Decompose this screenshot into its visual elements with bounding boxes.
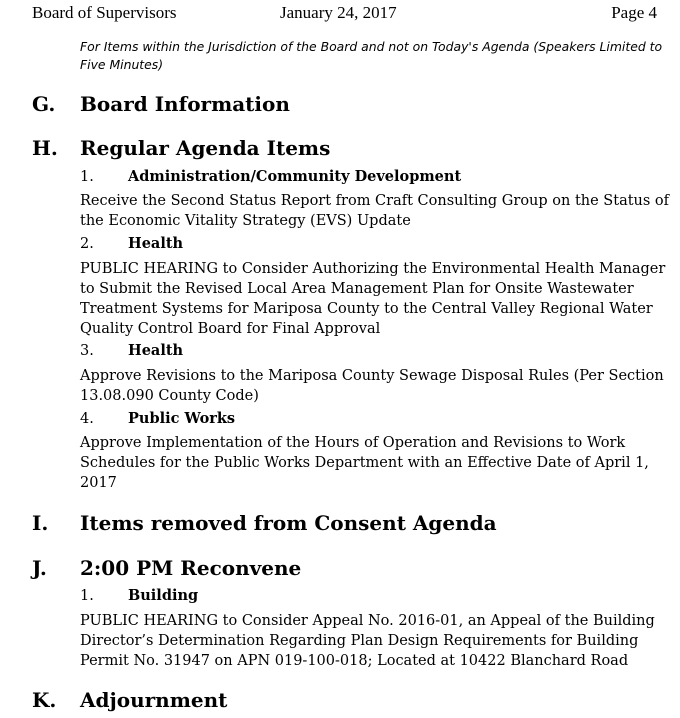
agenda-item-description: Approve Revisions to the Mariposa County Sewage Disposal Rules (Per Section 13.08.090 County Code) (80, 368, 664, 404)
agenda-item-description: PUBLIC HEARING to Consider Appeal No. 2016-01, an Appeal of the Building Director’s Determination Regarding Plan Design Requirements for Building Permit No. 31947 on APN 019-100-018; Located at 10422 Blanchard Road (80, 613, 655, 669)
section-j-letter: J. (32, 556, 47, 580)
agenda-item-description: Approve Implementation of the Hours of Operation and Revisions to Work Schedules for the Public Works Department with an Effective Date of April 1, 2017 (80, 435, 649, 491)
section-h-title: Regular Agenda Items (80, 136, 331, 160)
section-i-title: Items removed from Consent Agenda (80, 511, 497, 535)
agenda-item-number: 1. (80, 588, 94, 604)
section-g-letter: G. (32, 92, 56, 116)
agenda-item-description: Receive the Second Status Report from Craft Consulting Group on the Status of the Economic Vitality Strategy (EVS) Update (80, 193, 670, 229)
header-board-name: Board of Supervisors (32, 3, 177, 22)
section-k-letter: K. (32, 688, 57, 712)
agenda-item-department: Public Works (128, 410, 236, 427)
section-j-title: 2:00 PM Reconvene (80, 556, 302, 580)
header-page-number: Page 4 (611, 3, 657, 22)
section-g-title: Board Information (80, 92, 290, 116)
agenda-item-number: 1. (80, 169, 94, 185)
agenda-item-number: 3. (80, 343, 94, 359)
section-h-letter: H. (32, 136, 58, 160)
agenda-item-department: Health (128, 235, 184, 252)
agenda-item-department: Health (128, 342, 184, 359)
agenda-item-department: Building (128, 587, 199, 604)
agenda-item-department: Administration/Community Development (128, 168, 462, 185)
header-meeting-date: January 24, 2017 (280, 3, 397, 22)
public-comment-note: For Items within the Jurisdiction of the Board and not on Today's Agenda (Speakers Limited to Five Minutes) (80, 39, 663, 72)
agenda-item-description: PUBLIC HEARING to Consider Authorizing the Environmental Health Manager to Submit the Revised Local Area Management Plan for Onsite Wastewater Treatment Systems for Mariposa County to the Central Valley Regional Water Quality Control Board for Final Approval (80, 261, 666, 337)
section-k-title: Adjournment (80, 688, 228, 712)
agenda-item-number: 2. (80, 236, 94, 252)
agenda-item-number: 4. (80, 411, 94, 427)
section-i-letter: I. (32, 511, 49, 535)
